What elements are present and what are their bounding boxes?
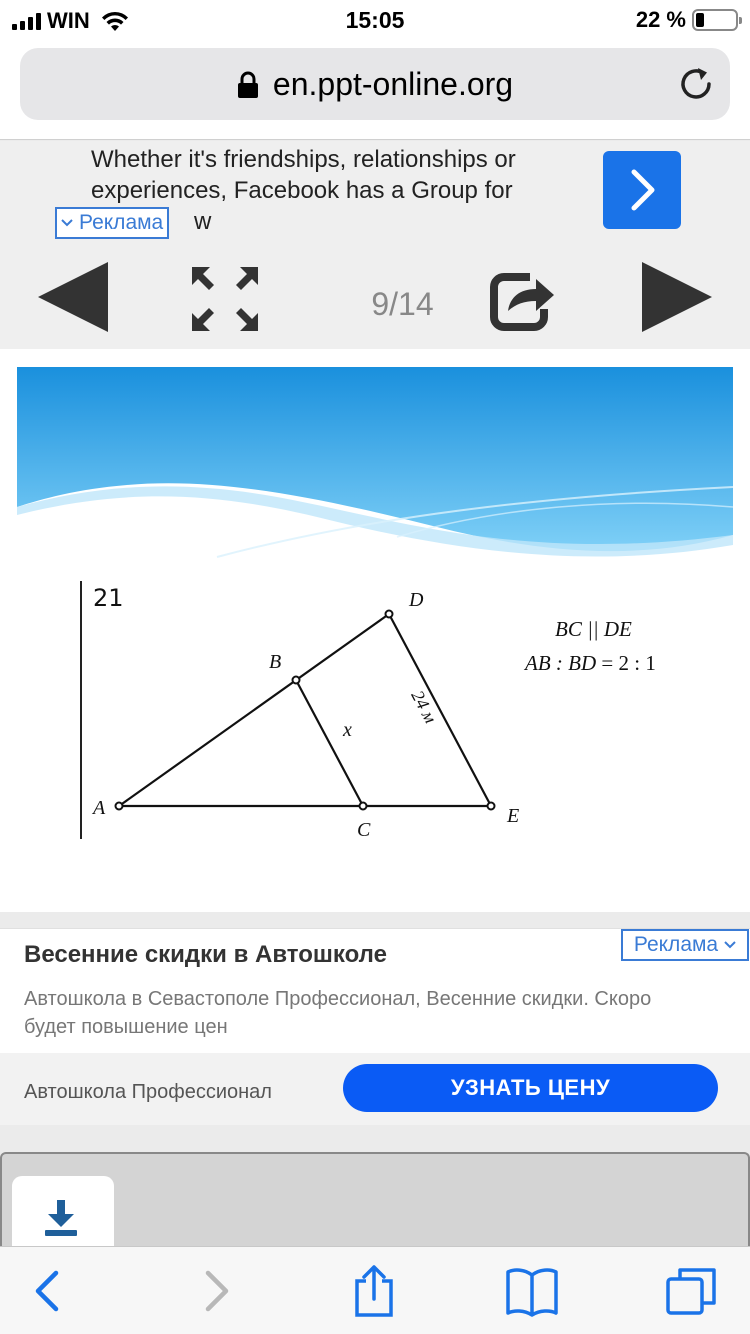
condition-ratio-left: AB : BD — [525, 651, 597, 675]
bottom-ad-footer — [0, 1053, 750, 1125]
point-c — [360, 803, 367, 810]
top-ad-open-button[interactable] — [603, 151, 681, 229]
browser-toolbar — [0, 1246, 750, 1334]
next-slide-icon[interactable] — [640, 260, 714, 334]
share-icon[interactable] — [490, 269, 556, 331]
url-text: en.ppt-online.org — [272, 66, 514, 102]
label-d: D — [409, 589, 424, 611]
point-a — [116, 803, 123, 810]
forward-icon[interactable] — [182, 1265, 242, 1317]
top-ad-label-text: Реклама — [79, 211, 164, 234]
problem-number: 21 — [93, 584, 124, 612]
condition-ratio-right: = 2 : 1 — [601, 651, 656, 675]
condition-ratio — [525, 651, 656, 676]
status-right — [636, 7, 738, 33]
top-ad-label[interactable] — [55, 207, 169, 239]
bookmarks-icon[interactable] — [502, 1265, 562, 1317]
bottom-ad-label[interactable] — [621, 929, 749, 961]
tabs-icon[interactable] — [662, 1265, 722, 1317]
bottom-ad-label-text: Реклама — [633, 933, 719, 956]
chevron-down-icon — [724, 940, 736, 950]
back-icon[interactable] — [22, 1265, 82, 1317]
condition-parallel: BC || DE — [555, 617, 632, 641]
bottom-ad-description: Автошкола в Севастополе Профессионал, Весенние скидки. Скоро будет повышение цен — [24, 988, 652, 1038]
label-a: A — [93, 797, 106, 819]
label-e: E — [507, 805, 520, 827]
lock-icon — [237, 71, 259, 99]
top-ad-body: Whether it's friendships, relationships or experiences, Facebook has a Group for — [91, 146, 516, 204]
battery-fill — [696, 13, 704, 27]
segment-bc — [296, 680, 363, 806]
carrier-name: WIN — [47, 8, 90, 33]
top-ad-banner[interactable] — [0, 141, 750, 251]
chevron-down-icon — [61, 218, 73, 228]
previous-slide-icon[interactable] — [36, 260, 110, 334]
bottom-ad-title[interactable]: Весенние скидки в Автошколе — [24, 941, 387, 968]
battery-icon — [692, 9, 738, 31]
point-d — [386, 611, 393, 618]
bottom-ad-advertiser: Автошкола Профессионал — [24, 1081, 272, 1103]
address-content — [20, 66, 730, 103]
label-24m: 24 м — [407, 687, 441, 727]
download-panel — [0, 1152, 750, 1246]
slide — [17, 367, 733, 907]
label-x: x — [343, 719, 352, 741]
top-ad-tail: w — [194, 208, 212, 235]
point-e — [488, 803, 495, 810]
browser-address-area — [0, 40, 750, 140]
get-price-button[interactable]: УЗНАТЬ ЦЕНУ — [343, 1064, 718, 1112]
bottom-ad[interactable] — [0, 928, 750, 1124]
clock: 15:05 — [345, 7, 405, 33]
label-b: B — [269, 651, 282, 673]
address-bar[interactable] — [20, 48, 730, 120]
download-icon — [44, 1200, 78, 1238]
battery-percent: 22 % — [635, 7, 686, 32]
slide-counter: 9/14 — [371, 286, 434, 322]
chevron-right-icon — [603, 151, 681, 229]
fullscreen-icon[interactable] — [190, 265, 260, 333]
status-bar — [0, 0, 750, 40]
label-c: C — [357, 819, 371, 841]
slide-area — [0, 349, 750, 912]
download-tab[interactable] — [12, 1176, 114, 1248]
segment-de — [389, 614, 491, 806]
point-b — [293, 677, 300, 684]
slide-navigation — [0, 251, 750, 349]
share-sheet-icon[interactable] — [344, 1265, 404, 1317]
reload-icon[interactable] — [676, 64, 716, 104]
